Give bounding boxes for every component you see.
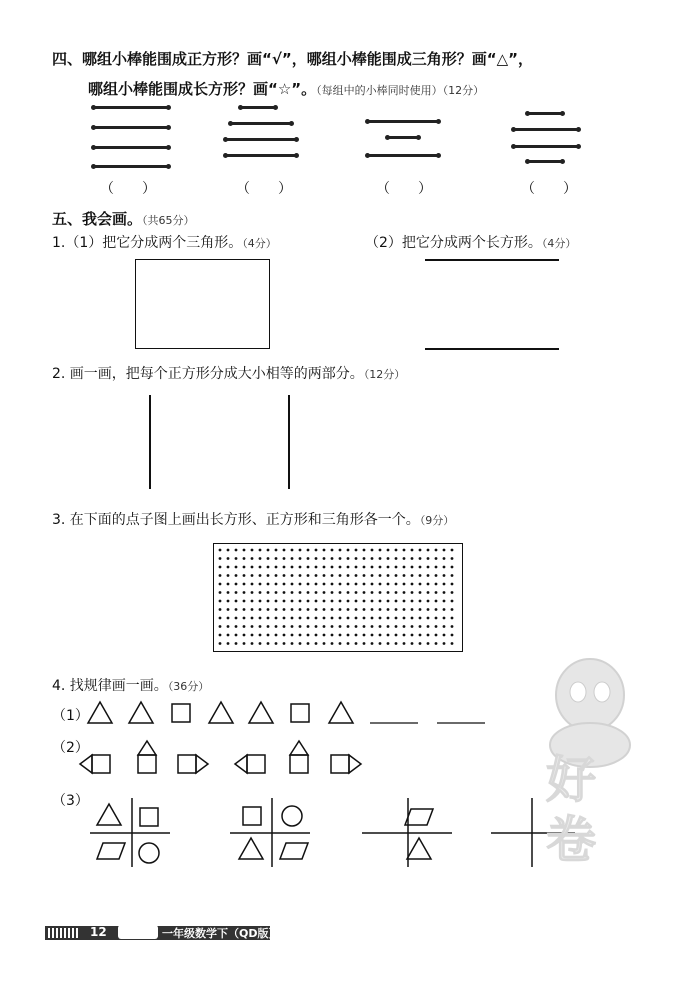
footer-stripes — [48, 928, 78, 938]
q1-part2-bottom-line — [425, 348, 559, 350]
q4-line — [52, 675, 209, 695]
triangle-icon — [209, 702, 233, 723]
q2-square-1[interactable] — [150, 395, 288, 489]
q1-part1: （1）把它分成两个三角形。 — [65, 235, 243, 251]
answer-blank-4[interactable]: （ ） — [521, 181, 577, 197]
q2-points: （12分） — [363, 368, 406, 381]
section4-line1: 四、哪组小棒能围成正方形？画“√”，哪组小棒能围成三角形？画“△”， — [52, 50, 533, 68]
answer-blank-2[interactable]: （ ） — [236, 181, 292, 197]
book-title: 一年级数学下（QD版） — [162, 927, 280, 940]
footer-logo-icon — [118, 925, 158, 939]
section4-line2 — [88, 78, 484, 99]
q4-row3-shapes — [85, 795, 585, 870]
q2-square-2[interactable] — [289, 395, 427, 489]
q3-text: 3. 在下面的点子图上画出长方形、正方形和三角形各一个。 — [52, 512, 420, 528]
q4-row1-label: （1） — [52, 708, 89, 724]
q3-line — [52, 509, 454, 529]
q4-text: 4. 找规律画一画。 — [52, 678, 168, 694]
q4-row3-label: （3） — [52, 793, 89, 809]
dot-grid[interactable] — [213, 543, 463, 652]
section5-title-text: 五、我会画。 — [52, 210, 143, 228]
triangle-icon — [329, 702, 353, 723]
dot-grid-svg — [214, 544, 462, 651]
q1-number: 1. — [52, 235, 66, 251]
q1-part2: （2）把它分成两个长方形。 — [365, 235, 542, 251]
section5-title — [52, 208, 195, 229]
q1-part2-line — [365, 232, 576, 252]
watermark-text — [546, 750, 601, 870]
page-number: 12 — [90, 925, 107, 939]
q2-line — [52, 363, 405, 383]
section4-points: （12分） — [442, 84, 485, 97]
watermark-text-value: 好卷 — [546, 751, 596, 869]
q3-points: （9分） — [419, 514, 455, 527]
q4-row2-shapes — [78, 735, 378, 780]
q2-text: 2. 画一画，把每个正方形分成大小相等的两部分。 — [52, 366, 364, 382]
q4-row2-label: （2） — [52, 740, 89, 756]
answer-blank-1[interactable]: （ ） — [100, 181, 156, 197]
triangle-icon — [88, 702, 112, 723]
section4-note: （每组中的小棒同时使用） — [316, 84, 443, 97]
q1-part2-points: （4分） — [541, 237, 577, 250]
section5-points: （共65分） — [142, 214, 195, 227]
q4-points: （36分） — [167, 680, 210, 693]
triangle-icon — [249, 702, 273, 723]
q1-rectangle[interactable] — [135, 259, 270, 349]
q1-line — [52, 232, 277, 252]
q1-part2-top-line — [425, 259, 559, 261]
q4-row1-shapes — [85, 698, 505, 728]
triangle-icon — [129, 702, 153, 723]
answer-blank-3[interactable]: （ ） — [376, 181, 432, 197]
section4-line2-text: 哪组小棒能围成长方形？画“☆”。 — [88, 80, 317, 98]
square-icon — [291, 704, 309, 722]
square-icon — [172, 704, 190, 722]
watermark-logo — [540, 650, 640, 910]
q1-part1-points: （4分） — [242, 237, 277, 250]
